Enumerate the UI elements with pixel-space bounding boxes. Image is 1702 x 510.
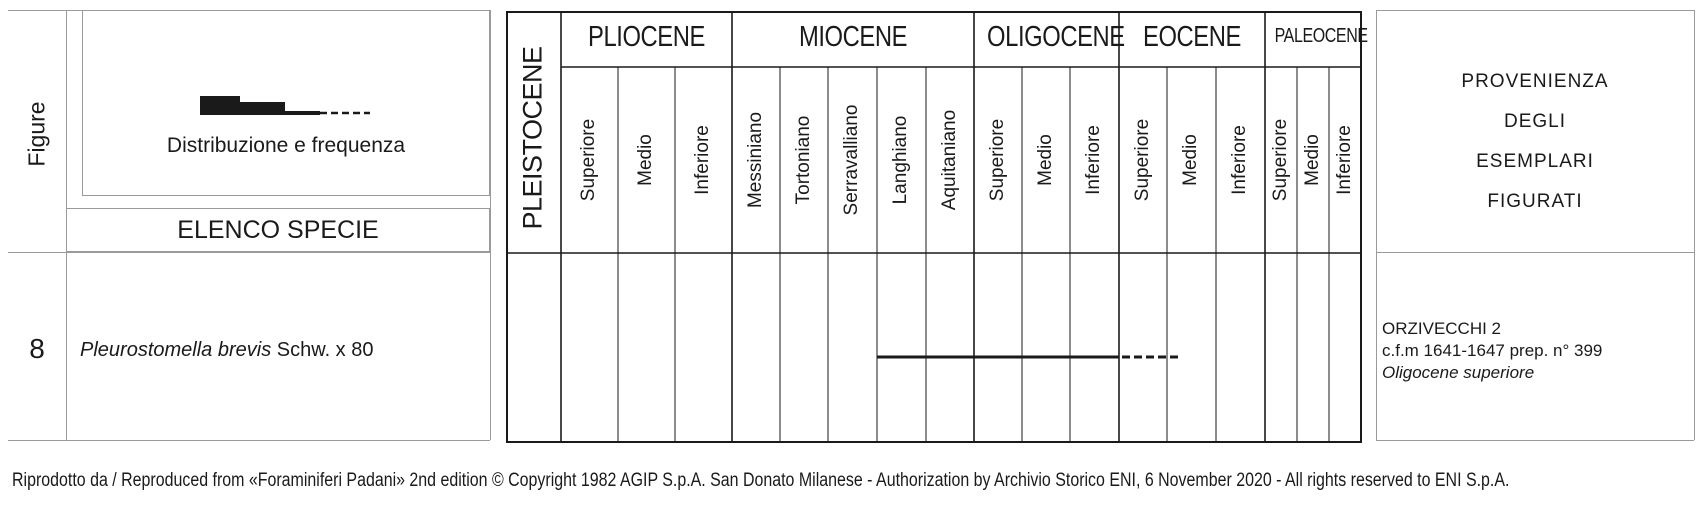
species-name: Pleurostomella brevis bbox=[80, 339, 272, 361]
copyright-footer: Riprodotto da / Reproduced from «Foraminiferi Padani» 2nd edition © Copyright 1982 AGIP S.p.A. San Donato Milanese - Authorization by Archivio Storico ENI, 6 November 2020 - All rights reserved to ENI S.p.A. bbox=[12, 470, 1510, 491]
stage-oligocene-superiore: Superiore bbox=[987, 118, 1008, 202]
provenance-sample: c.f.m 1641-1647 prep. n° 399 bbox=[1382, 341, 1603, 360]
stage-paleocene-superiore: Superiore bbox=[1270, 118, 1291, 202]
epoch-pliocene: PLIOCENE bbox=[587, 21, 705, 53]
stage-aquitaniano: Aquitaniano bbox=[939, 109, 960, 211]
stage-eocene-superiore: Superiore bbox=[1132, 118, 1153, 202]
figure-label: Figure bbox=[23, 101, 50, 167]
epoch-eocene: EOCENE bbox=[1143, 21, 1241, 53]
stage-oligocene-inferiore: Inferiore bbox=[1083, 125, 1104, 195]
figure-number: 8 bbox=[29, 333, 45, 364]
stage-oligocene-medio: Medio bbox=[1035, 134, 1056, 186]
stage-eocene-inferiore: Inferiore bbox=[1229, 125, 1250, 195]
stage-pliocene-medio: Medio bbox=[635, 134, 656, 186]
provenance-header bbox=[1376, 62, 1694, 222]
epoch-paleocene: PALEOCENE bbox=[1274, 25, 1368, 47]
epoch-oligocene: OLIGOCENE bbox=[987, 21, 1125, 53]
provenance-header-line: ESEMPLARI bbox=[1476, 151, 1594, 172]
stage-langhiano: Langhiano bbox=[890, 115, 911, 205]
stage-serravalliano: Serravalliano bbox=[841, 104, 862, 216]
stage-eocene-medio: Medio bbox=[1180, 134, 1201, 186]
provenance-header-line: FIGURATI bbox=[1487, 191, 1583, 212]
pleistocene-label: PLEISTOCENE bbox=[517, 46, 548, 230]
provenance-locality: ORZIVECCHI 2 bbox=[1382, 319, 1502, 338]
species-list-title: ELENCO SPECIE bbox=[177, 216, 379, 244]
provenance-age: Oligocene superiore bbox=[1382, 363, 1535, 382]
stage-messiniano: Messiniano bbox=[745, 111, 766, 209]
stage-pliocene-superiore: Superiore bbox=[578, 118, 599, 202]
right-panel bbox=[1376, 0, 1702, 445]
stage-paleocene-medio: Medio bbox=[1302, 134, 1323, 186]
provenance-entry bbox=[1382, 318, 1602, 384]
species-author: Schw. x 80 bbox=[276, 339, 374, 361]
legend-caption: Distribuzione e frequenza bbox=[166, 134, 406, 157]
epoch-miocene: MIOCENE bbox=[798, 21, 908, 53]
provenance-header-line: PROVENIENZA bbox=[1461, 71, 1609, 92]
provenance-header-line: DEGLI bbox=[1503, 111, 1567, 132]
stage-pliocene-inferiore: Inferiore bbox=[692, 125, 713, 195]
stage-paleocene-inferiore: Inferiore bbox=[1334, 125, 1355, 195]
stage-tortoniano: Tortoniano bbox=[793, 115, 814, 205]
